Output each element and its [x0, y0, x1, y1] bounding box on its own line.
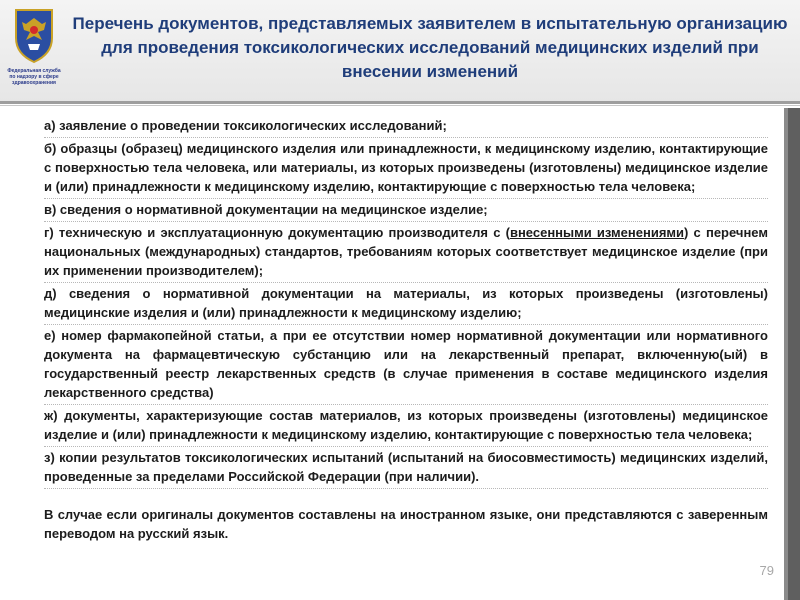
header-divider: [0, 101, 800, 104]
translation-note: В случае если оригиналы документов составлены на иностранном языке, они представляются с заверенным переводом на русский язык.: [44, 507, 768, 541]
list-item: д) сведения о нормативной документации на материалы, из которых произведены (изготовлены) медицинские изделия и (или) принадлежности к медицинскому изделию;: [44, 284, 768, 325]
list-item-text: г) техническую и эксплуатационную документацию производителя с (: [44, 225, 510, 240]
list-item: [44, 223, 768, 283]
page-title: Перечень документов, представляемых заявителем в испытательную организацию для проведения токсикологических исследований медицинских изделий при внесении изменений: [72, 14, 788, 81]
list-item: ж) документы, характеризующие состав материалов, из которых произведены (изготовлены) медицинское изделие и (или) принадлежности к медицинскому изделию, контактирующие с поверхностью тела человека;: [44, 406, 768, 447]
agency-logo: [4, 4, 64, 92]
logo-caption: Федеральная служба по надзору в сфере здравоохранения: [7, 68, 61, 86]
list-item-text: ) с перечнем национальных (международных) стандартов, требованиям которых соответствует медицинское изделие (при их применении производителем);: [44, 225, 768, 278]
list-item: е) номер фармакопейной статьи, а при ее отсутствии номер нормативной документации или нормативного документа на фармацевтическую субстанцию или на лекарственный препарат, включенную(ый) в государственный реестр лекарственных средств (в случае применения в составе медицинского изделия лекарственного средства): [44, 326, 768, 405]
list-item: в) сведения о нормативной документации на медицинское изделие;: [44, 200, 768, 222]
list-item: б) образцы (образец) медицинского изделия или принадлежности, к медицинскому изделию, контактирующие с поверхностью тела человека, или материалы, из которых произведены (изготовлены) медицинское изделие и (или) принадлежности к медицинскому изделию, контактирующие с поверхностью тела человека;: [44, 139, 768, 199]
emblem-eagle-icon: [12, 4, 56, 66]
list-item: з) копии результатов токсикологических испытаний (испытаний на биосовместимость) медицинских изделий, проведенные за пределами Российской Федерации (при наличии).: [44, 448, 768, 489]
document-list: [44, 116, 768, 543]
header-divider-thin: [0, 105, 800, 106]
underlined-text: внесенными изменениями: [509, 225, 685, 240]
list-item: а) заявление о проведении токсикологических исследований;: [44, 116, 768, 138]
side-accent-bar-highlight: [784, 108, 788, 600]
page-number: 79: [759, 563, 774, 578]
